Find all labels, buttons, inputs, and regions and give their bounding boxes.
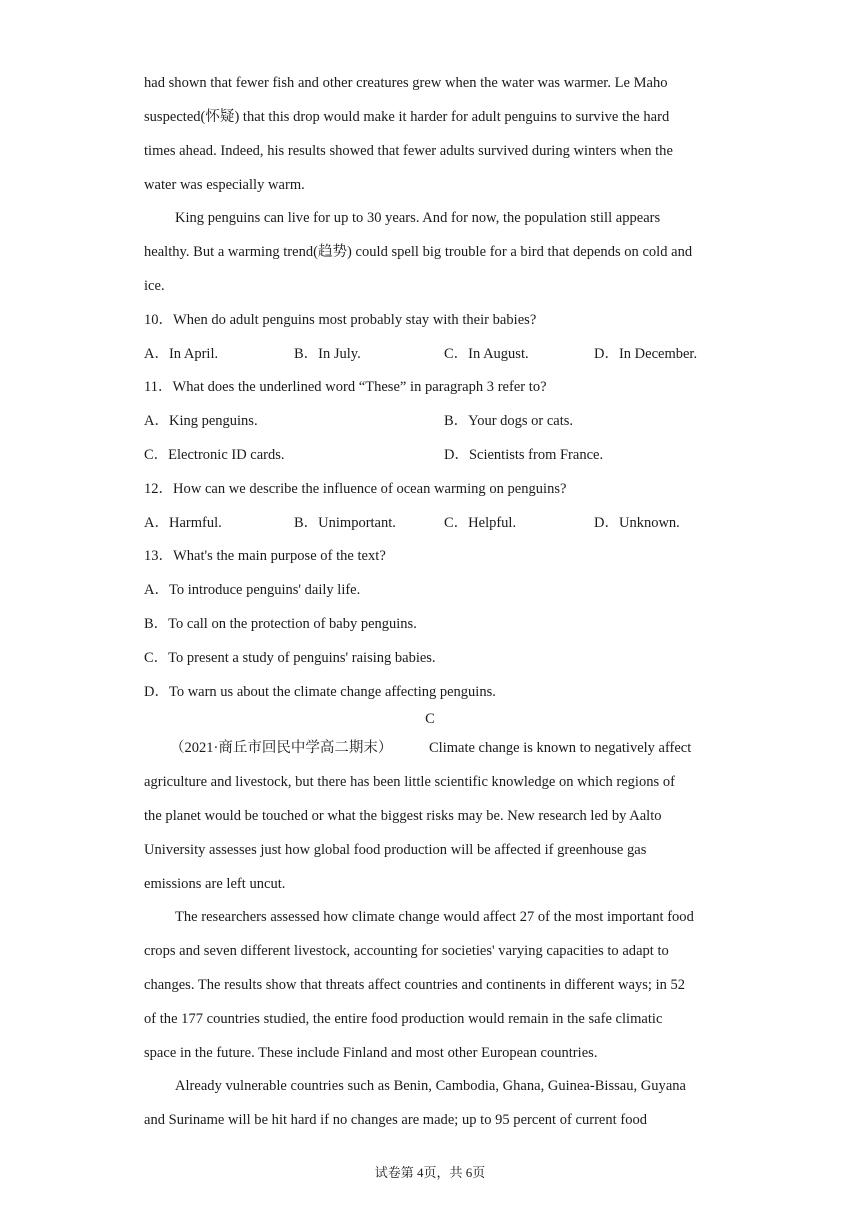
option-d: D．In December. (594, 346, 698, 362)
text-line: ice. (144, 278, 165, 294)
option-d: D．Scientists from France. (444, 447, 604, 463)
passage-source: （2021·商丘市回民中学高二期末） (170, 740, 393, 756)
page-footer: 试卷第 4页，共 6页 (374, 1165, 486, 1180)
text-line: King penguins can live for up to 30 years. And for now, the population still appears (175, 210, 661, 226)
text-line: space in the future. These include Finland and most other European countries. (144, 1045, 598, 1061)
text-line: suspected(怀疑) that this drop would make it harder for adult penguins to survive the hard (144, 109, 670, 125)
text-line: Climate change is known to negatively affect (429, 740, 692, 756)
option-a: A．In April. (144, 346, 219, 362)
option-b: B．Your dogs or cats. (444, 413, 574, 429)
text-line: agriculture and livestock, but there has been little scientific knowledge on which regions of (144, 774, 675, 790)
option-c: C．Electronic ID cards. (144, 447, 285, 463)
option-d: D．To warn us about the climate change affecting penguins. (144, 684, 496, 700)
text-line: water was especially warm. (144, 177, 305, 193)
text-line: University assesses just how global food production will be affected if greenhouse gas (144, 842, 647, 858)
option-c: C．Helpful. (444, 515, 517, 531)
option-c: C．In August. (444, 346, 529, 362)
option-b: B．In July. (294, 346, 361, 362)
text-line: Already vulnerable countries such as Benin, Cambodia, Ghana, Guinea-Bissau, Guyana (175, 1078, 687, 1094)
text-line: times ahead. Indeed, his results showed that fewer adults survived during winters when the (144, 143, 673, 159)
text-line: had shown that fewer fish and other creatures grew when the water was warmer. Le Maho (144, 75, 668, 91)
text-line: emissions are left uncut. (144, 876, 286, 892)
option-b: B．To call on the protection of baby penguins. (144, 616, 417, 632)
question-stem: 13．What's the main purpose of the text? (144, 548, 386, 564)
text-line: of the 177 countries studied, the entire food production would remain in the safe climatic (144, 1011, 663, 1027)
question-stem: 11．What does the underlined word “These” in paragraph 3 refer to? (144, 379, 547, 395)
text-line: The researchers assessed how climate change would affect 27 of the most important food (175, 909, 694, 925)
text-line: crops and seven different livestock, accounting for societies' varying capacities to adapt to (144, 943, 669, 959)
option-a: A．King penguins. (144, 413, 258, 429)
text-line: changes. The results show that threats affect countries and continents in different ways; in 52 (144, 977, 686, 993)
option-c: C．To present a study of penguins' raising babies. (144, 650, 436, 666)
question-stem: 10．When do adult penguins most probably stay with their babies? (144, 312, 537, 328)
text-line: healthy. But a warming trend(趋势) could spell big trouble for a bird that depends on cold and (144, 244, 693, 260)
option-a: A．Harmful. (144, 515, 222, 531)
option-a: A．To introduce penguins' daily life. (144, 582, 361, 598)
question-stem: 12．How can we describe the influence of ocean warming on penguins? (144, 481, 567, 497)
text-line: and Suriname will be hit hard if no changes are made; up to 95 percent of current food (144, 1112, 648, 1128)
option-d: D．Unknown. (594, 515, 680, 531)
text-line: the planet would be touched or what the biggest risks may be. New research led by Aalto (144, 808, 662, 824)
passage-heading: C (425, 711, 435, 727)
option-b: B．Unimportant. (294, 515, 396, 531)
